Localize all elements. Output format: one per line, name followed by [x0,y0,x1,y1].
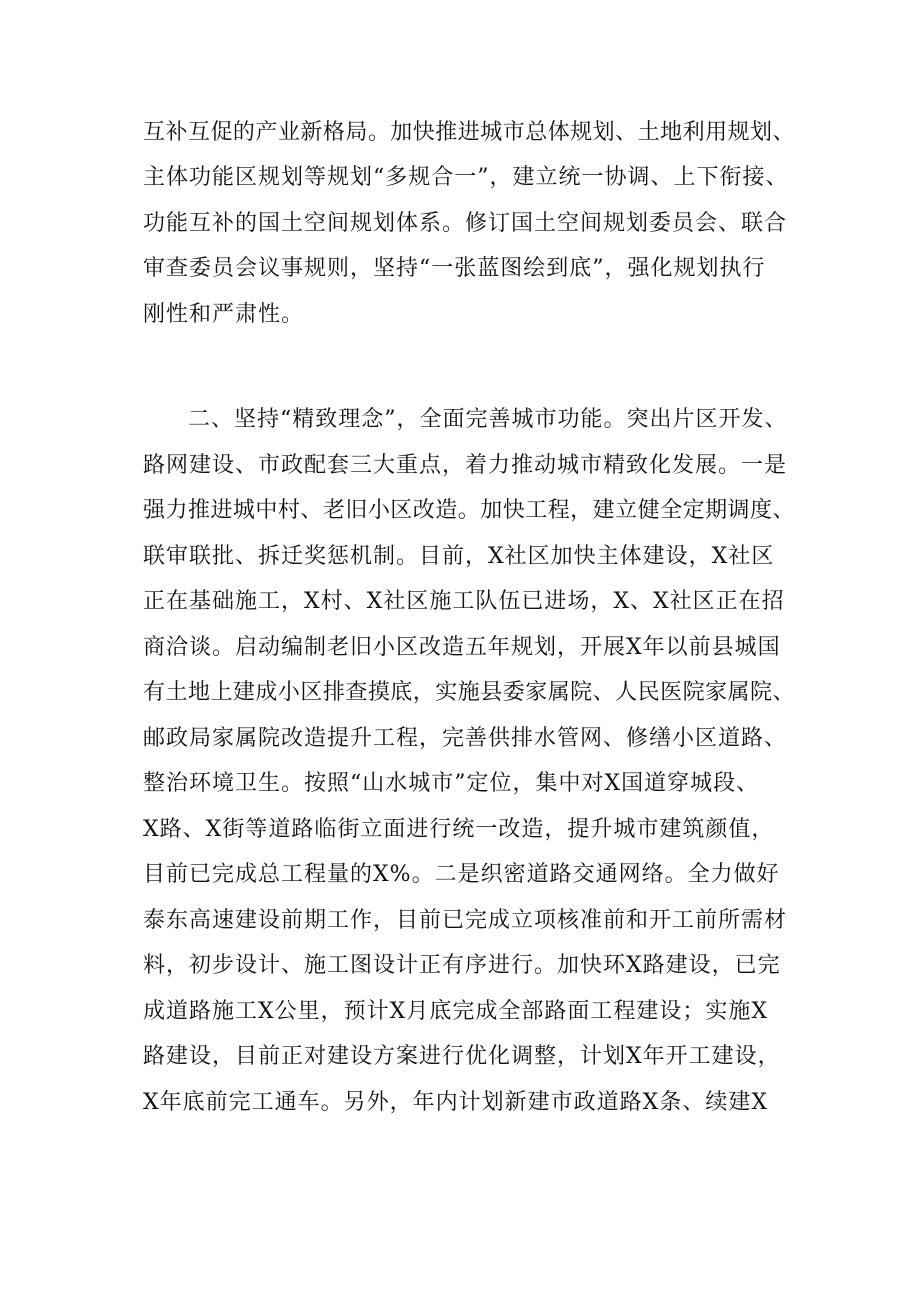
paragraph-2-line-7: 有土地上建成小区排查摸底，实施县委家属院、人民医院家属院、 [143,680,796,705]
paragraph-2-line-13: 料，初步设计、施工图设计正有序进行。加快环X路建设，已完 [143,953,781,978]
paragraph-2-line-2: 路网建设、市政配套三大重点，着力推动城市精致化发展。一是 [143,453,788,478]
paragraph-1-line-1: 互补互促的产业新格局。加快推进城市总体规划、土地利用规划、 [143,120,796,145]
paragraph-1-line-2: 主体功能区规划等规划“多规合一”，建立统一协调、上下衔接、 [143,165,789,190]
paragraph-2-line-10: X路、X街等道路临街立面进行统一改造，提升城市建筑颜值， [143,817,775,842]
paragraph-2-line-4: 联审联批、拆迁奖惩机制。目前，X社区加快主体建设，X社区 [143,544,775,569]
paragraph-2-line-3: 强力推进城中村、老旧小区改造。加快工程，建立健全定期调度、 [143,498,796,523]
paragraph-2-line-16: X年底前完工通车。另外，年内计划新建市政道路X条、续建X [143,1090,768,1115]
paragraph-2-line-15: 路建设，目前正对建设方案进行优化调整，计划X年开工建设， [143,1044,781,1069]
paragraph-2-line-8: 邮政局家属院改造提升工程，完善供排水管网、修缮小区道路、 [143,726,788,751]
paragraph-2-line-6: 商洽谈。启动编制老旧小区改造五年规划，开展X年以前县城国 [143,635,781,660]
paragraph-2-line-14: 成道路施工X公里，预计X月底完成全部路面工程建设；实施X [143,999,768,1024]
paragraph-1-line-3: 功能互补的国土空间规划体系。修订国土空间规划委员会、联合 [143,211,788,236]
paragraph-2-line-1: 二、坚持“精致理念”，全面完善城市功能。突出片区开发、 [188,407,788,432]
paragraph-1-line-5: 刚性和严肃性。 [143,302,305,327]
paragraph-2-line-12: 泰东高速建设前期工作，目前已完成立项核准前和开工前所需材 [143,908,788,933]
paragraph-2-line-11: 目前已完成总工程量的X%。二是织密道路交通网络。全力做好 [143,862,780,887]
paragraph-2-line-5: 正在基础施工，X村、X社区施工队伍已进场，X、X社区正在招 [143,589,785,614]
paragraph-1-line-4: 审查委员会议事规则，坚持“一张蓝图绘到底”，强化规划执行 [143,256,766,281]
paragraph-2-line-9: 整治环境卫生。按照“山水城市”定位，集中对X国道穿城段、 [143,771,760,796]
